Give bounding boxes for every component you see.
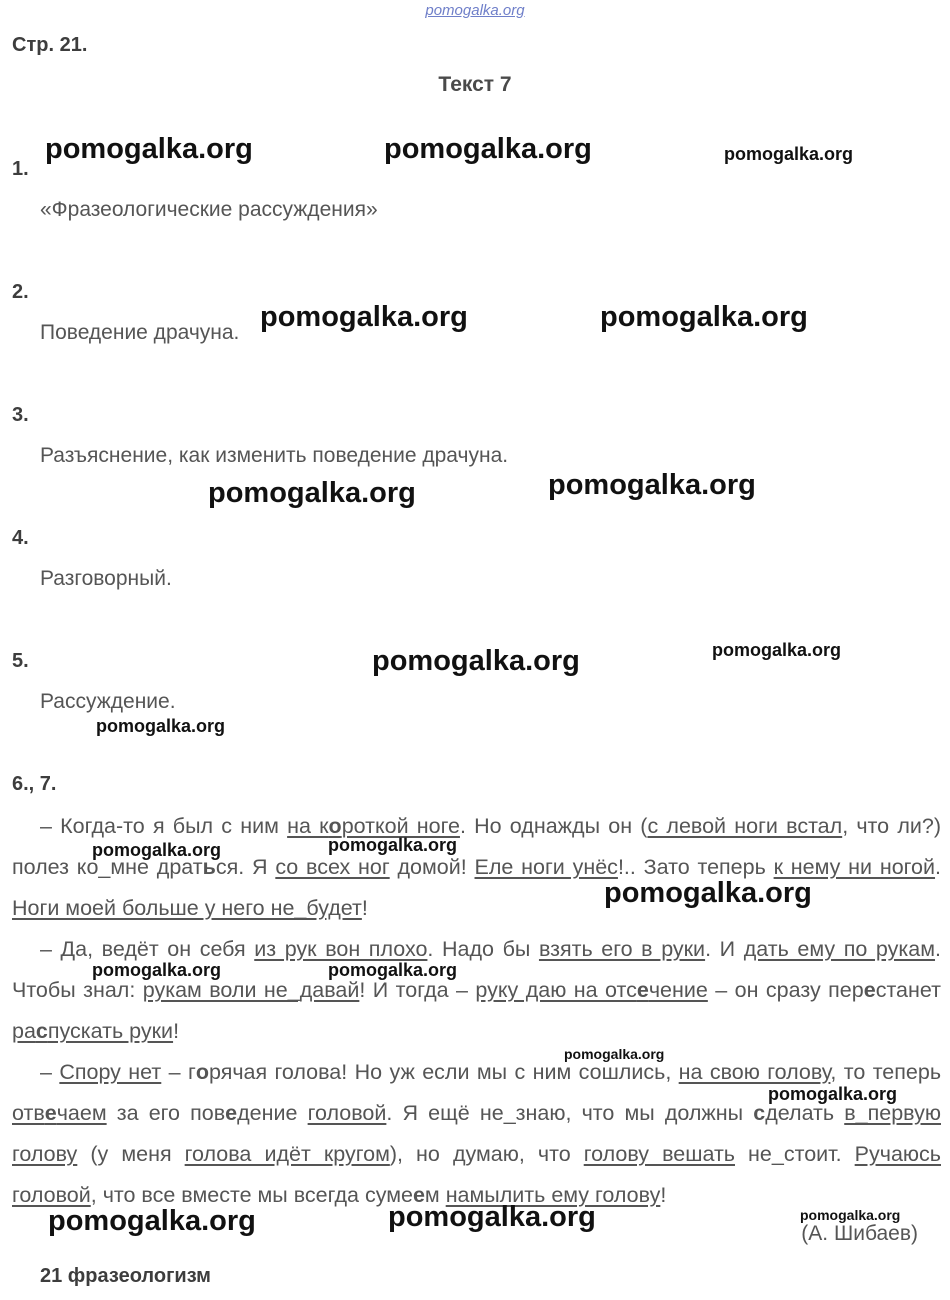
watermark: pomogalka.org xyxy=(48,1205,256,1237)
text-run: , то теперь xyxy=(830,1060,942,1084)
page-label: Стр. 21. xyxy=(12,34,88,56)
watermark: pomogalka.org xyxy=(260,301,468,333)
text-run: не_стоит. xyxy=(735,1142,855,1166)
text-run: !.. Зато теперь xyxy=(617,855,774,879)
watermark: pomogalka.org xyxy=(388,1201,596,1233)
text-run: , что все вместе мы всегда суме xyxy=(90,1183,413,1207)
watermark: pomogalka.org xyxy=(724,144,854,164)
text-run: руку даю на отс xyxy=(475,978,637,1002)
text-run: ! xyxy=(361,896,368,920)
phraseologism: на свою голову xyxy=(678,1060,831,1084)
text-run: – xyxy=(40,1060,60,1084)
watermark: pomogalka.org xyxy=(328,835,458,855)
text-run: ся. Я xyxy=(215,855,276,879)
paragraph-3 xyxy=(12,1052,941,1216)
phraseologism: головой xyxy=(307,1101,387,1125)
footer-summary: 21 фразеологизм xyxy=(40,1265,211,1287)
text-run: чение xyxy=(648,978,708,1002)
watermark: pomogalka.org xyxy=(96,716,226,736)
text-run: станет xyxy=(875,978,941,1002)
text-run: . xyxy=(935,855,942,879)
watermark: pomogalka.org xyxy=(328,960,458,980)
text-run: (у меня xyxy=(77,1142,185,1166)
phraseologism: со всех ног xyxy=(275,855,390,879)
answer-number-3: 3. xyxy=(12,404,29,426)
page-title: Текст 7 xyxy=(438,73,512,96)
phraseologism: в_первую голову xyxy=(12,1101,941,1166)
highlighted-letter: с xyxy=(35,1019,48,1043)
answer-number-5: 5. xyxy=(12,650,29,672)
text-run: рячая голова! Но уж если мы с ним сошлись, xyxy=(208,1060,679,1084)
answer-text-3: Разъяснение, как изменить поведение драчуна. xyxy=(40,444,509,467)
text-run: ! И тогда – xyxy=(359,978,476,1002)
watermark: pomogalka.org xyxy=(768,1084,898,1104)
text-run: ра xyxy=(12,1019,36,1043)
text-run: роткой ноге xyxy=(341,814,460,838)
text-run: – он сразу пер xyxy=(707,978,864,1002)
text-run: – Когда-то я был с ним xyxy=(40,814,288,838)
watermark: pomogalka.org xyxy=(600,301,808,333)
phraseologism xyxy=(12,1019,173,1043)
text-run: – Да, ведёт он себя xyxy=(40,937,255,961)
phraseologism: Ноги моей больше у него не_будет xyxy=(12,896,362,920)
author-attribution: (А. Шибаев) xyxy=(801,1222,918,1245)
text-passage xyxy=(12,806,941,1216)
watermark: pomogalka.org xyxy=(208,477,416,509)
text-run: за его пов xyxy=(106,1101,226,1125)
text-run: домой! xyxy=(389,855,475,879)
watermark: pomogalka.org xyxy=(92,960,222,980)
answer-text-1: «Фразеологические рассуждения» xyxy=(40,198,378,221)
highlighted-letter: о xyxy=(328,814,342,838)
text-run: на к xyxy=(287,814,329,838)
phraseologism xyxy=(475,978,707,1002)
text-run: отв xyxy=(12,1101,45,1125)
highlighted-letter: с xyxy=(753,1101,766,1125)
highlighted-letter: ь xyxy=(202,855,216,879)
text-run: . Надо бы xyxy=(427,937,539,961)
answer-text-5: Рассуждение. xyxy=(40,690,176,713)
answer-number-2: 2. xyxy=(12,281,29,303)
watermark: pomogalka.org xyxy=(548,469,756,501)
highlighted-letter: е xyxy=(636,978,649,1002)
phraseologism: к нему ни ногой xyxy=(773,855,936,879)
highlighted-letter: е xyxy=(412,1183,425,1207)
underlined-word xyxy=(12,1101,107,1125)
text-run: ), но думаю, что xyxy=(389,1142,584,1166)
phraseologism: Ручаюсь головой xyxy=(12,1142,941,1207)
text-run: дение xyxy=(237,1101,308,1125)
phraseologism: из рук вон плохо xyxy=(254,937,428,961)
highlighted-letter: е xyxy=(863,978,876,1002)
text-run: , что ли?) полез ко_мне драт xyxy=(12,814,941,879)
phraseologism: Еле ноги унёс xyxy=(474,855,618,879)
text-run: . Чтобы знал: xyxy=(12,937,941,1002)
phraseologism: рукам воли не_давай xyxy=(142,978,360,1002)
watermark: pomogalka.org xyxy=(564,1046,665,1062)
watermark: pomogalka.org xyxy=(712,640,842,660)
text-run: ! xyxy=(173,1019,180,1043)
watermark: pomogalka.org xyxy=(800,1207,901,1223)
highlighted-letter: е xyxy=(225,1101,238,1125)
phraseologism: дать ему по рукам xyxy=(743,937,936,961)
watermark: pomogalka.org xyxy=(604,877,812,909)
watermark: pomogalka.org xyxy=(92,840,222,860)
text-run: . Я ещё не_знаю, что мы должны xyxy=(386,1101,754,1125)
paragraph-2 xyxy=(12,929,941,1052)
phraseologism: с левой ноги встал xyxy=(647,814,843,838)
text-run: м xyxy=(424,1183,446,1207)
paragraph-1 xyxy=(12,806,941,929)
watermark: pomogalka.org xyxy=(384,133,592,165)
phraseologism: взять его в руки xyxy=(538,937,706,961)
answer-text-2: Поведение драчуна. xyxy=(40,321,240,344)
text-run: ! xyxy=(660,1183,667,1207)
text-run: чаем xyxy=(56,1101,107,1125)
highlighted-letter: о xyxy=(195,1060,209,1084)
text-run: делать xyxy=(765,1101,845,1125)
watermark: pomogalka.org xyxy=(372,645,580,677)
answer-number-4: 4. xyxy=(12,527,29,549)
answer-text-4: Разговорный. xyxy=(40,567,172,590)
highlighted-letter: е xyxy=(44,1101,57,1125)
answer-number-1: 1. xyxy=(12,158,29,180)
text-run: . Но однажды он ( xyxy=(459,814,648,838)
answer-number-6-7: 6., 7. xyxy=(12,773,57,795)
phraseologism: голова идёт кругом xyxy=(184,1142,390,1166)
watermark: pomogalka.org xyxy=(45,133,253,165)
text-run: пускать руки xyxy=(47,1019,174,1043)
text-run: – г xyxy=(161,1060,196,1084)
phraseologism: Спору нет xyxy=(59,1060,162,1084)
phraseologism: голову вешать xyxy=(583,1142,735,1166)
phraseologism: намылить ему голову xyxy=(445,1183,661,1207)
site-watermark-top[interactable]: pomogalka.org xyxy=(425,2,525,19)
text-run: . И xyxy=(705,937,744,961)
